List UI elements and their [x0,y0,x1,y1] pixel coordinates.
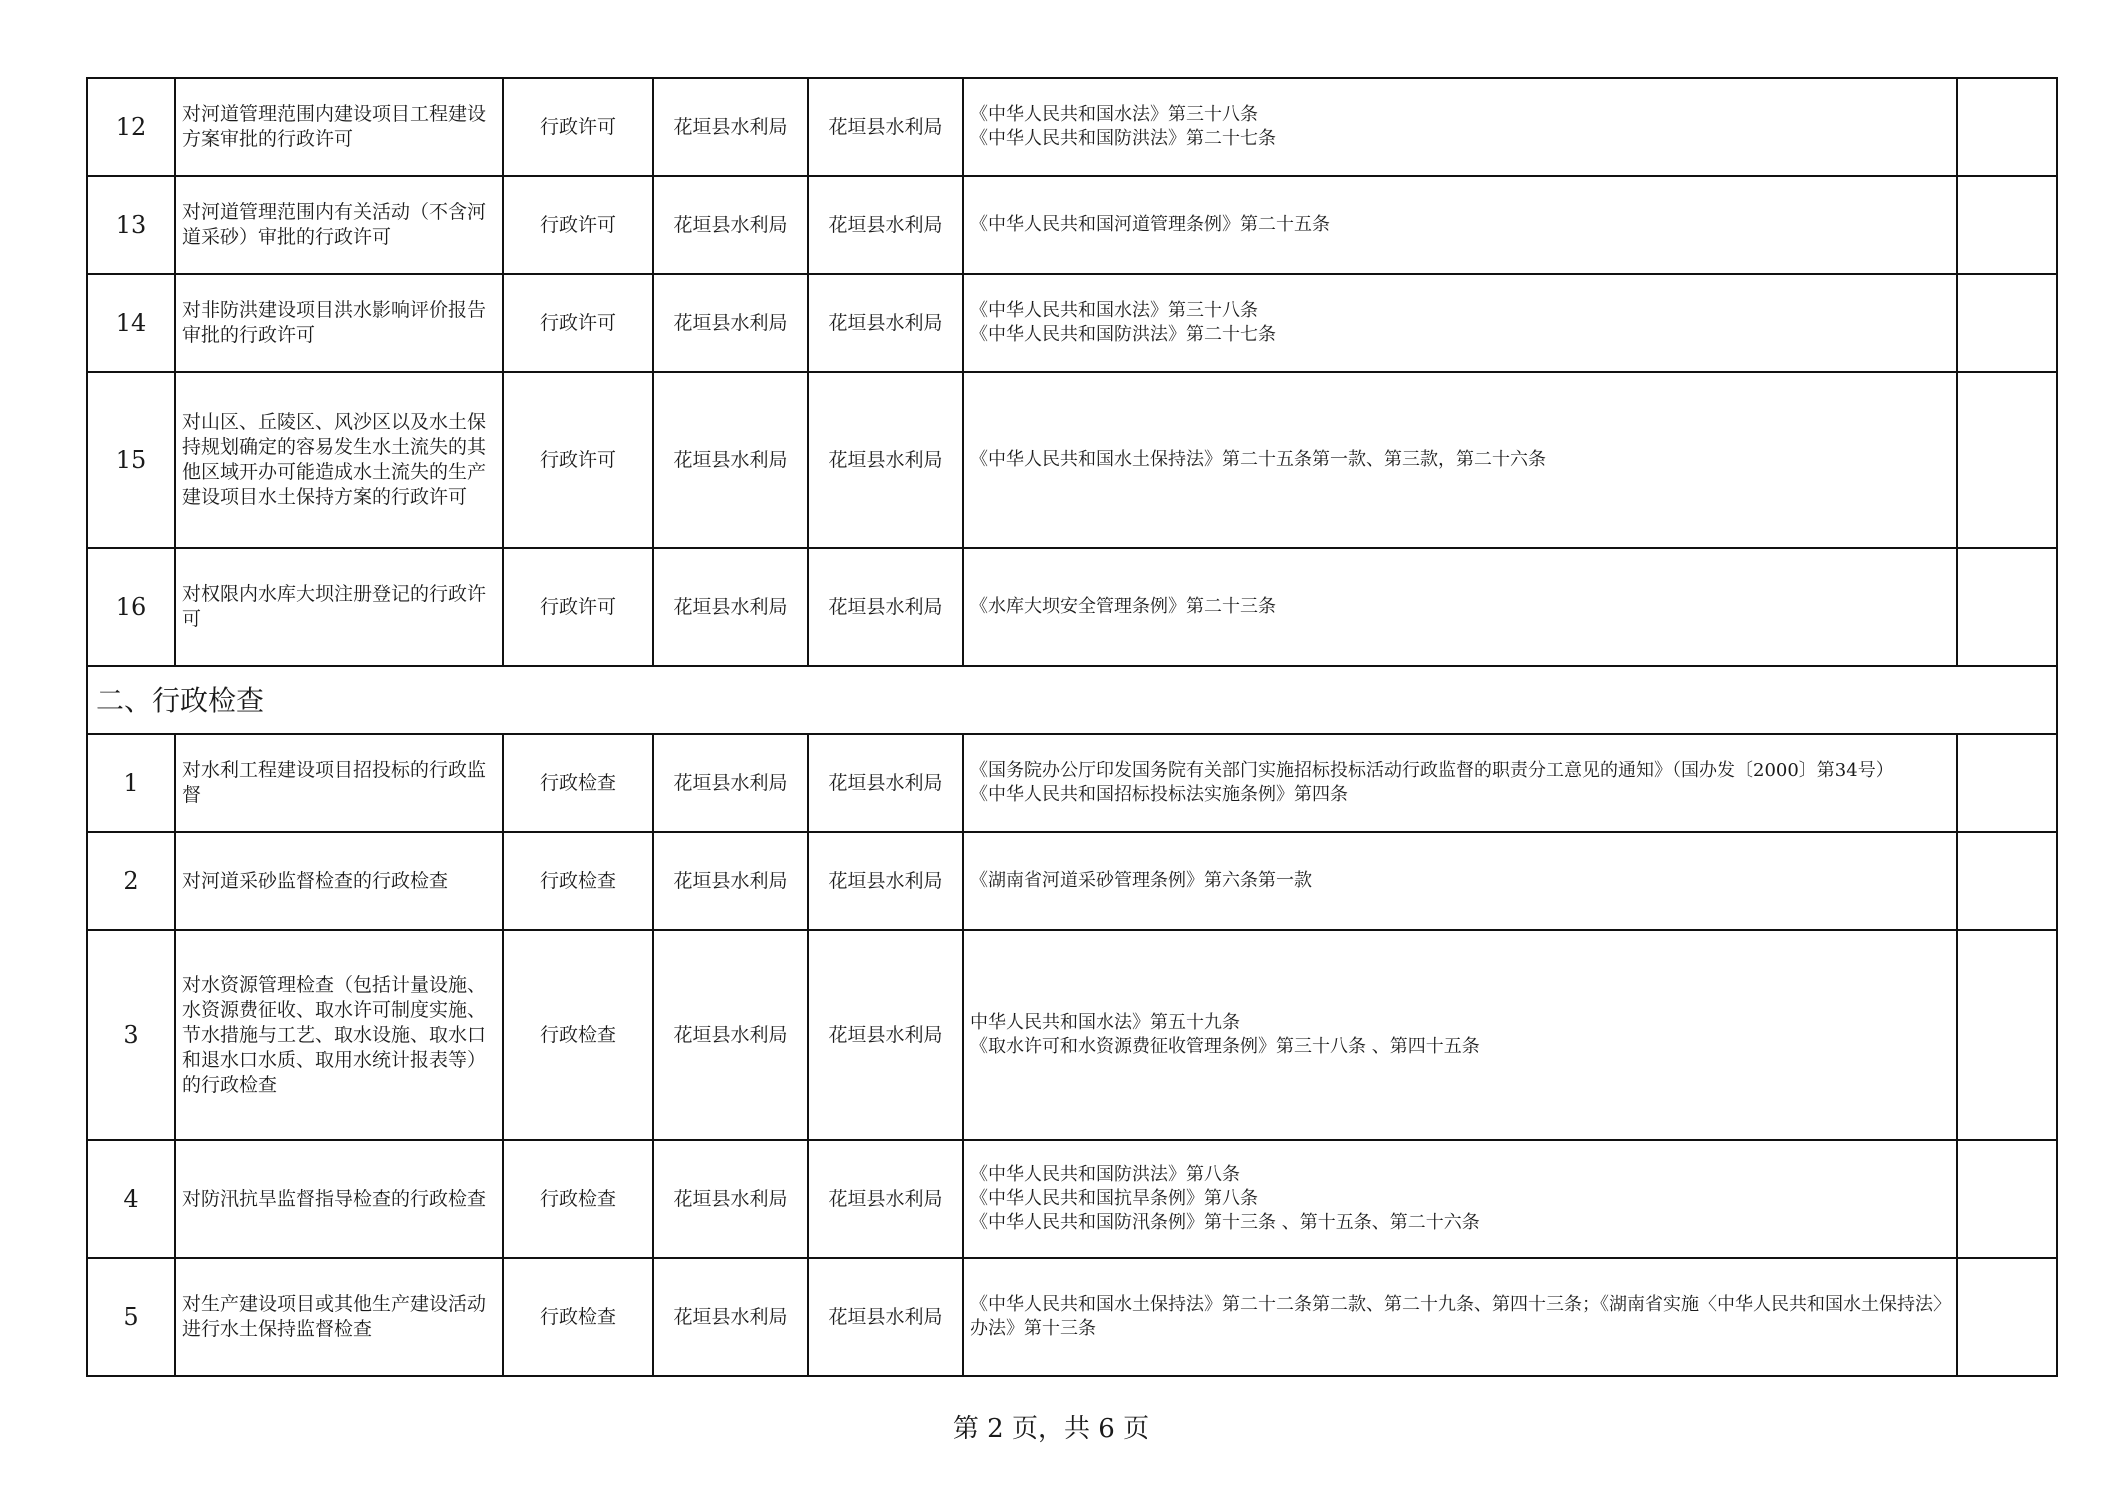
remarks-cell [1957,1258,2057,1376]
executing-organ: 花垣县水利局 [808,274,963,372]
item-name: 对河道管理范围内有关活动（不含河道采砂）审批的行政许可 [175,176,503,274]
table-row [87,78,2057,176]
remarks-cell [1957,832,2057,930]
legal-basis-line: 《国务院办公厅印发国务院有关部门实施招标投标活动行政监督的职责分工意见的通知》（国办发〔2000〕第34号） [970,760,1894,781]
item-name: 对河道管理范围内建设项目工程建设方案审批的行政许可 [175,78,503,176]
table-row [87,734,2057,832]
legal-basis-line: 《中华人民共和国防洪法》第二十七条 [970,324,1276,345]
item-category: 行政许可 [503,548,653,666]
item-number: 16 [87,548,175,666]
implementing-organ: 花垣县水利局 [653,734,808,832]
table-body [87,78,2057,1376]
item-category: 行政检查 [503,930,653,1140]
item-name: 对非防洪建设项目洪水影响评价报告审批的行政许可 [175,274,503,372]
executing-organ: 花垣县水利局 [808,1140,963,1258]
executing-organ: 花垣县水利局 [808,176,963,274]
item-number: 2 [87,832,175,930]
legal-basis-line: 《湖南省河道采砂管理条例》第六条第一款 [970,870,1312,891]
legal-basis [963,832,1957,930]
legal-basis [963,1258,1957,1376]
legal-basis-line: 《中华人民共和国水土保持法》第二十五条第一款、第三款，第二十六条 [970,449,1546,470]
table-row [87,1140,2057,1258]
legal-basis-line: 《水库大坝安全管理条例》第二十三条 [970,596,1276,617]
item-category: 行政检查 [503,1140,653,1258]
table-row [87,832,2057,930]
remarks-cell [1957,734,2057,832]
implementing-organ: 花垣县水利局 [653,832,808,930]
legal-basis-line: 《中华人民共和国抗旱条例》第八条 [970,1188,1258,1209]
item-number: 4 [87,1140,175,1258]
item-category: 行政许可 [503,176,653,274]
item-category: 行政许可 [503,78,653,176]
item-number: 13 [87,176,175,274]
legal-basis [963,372,1957,548]
remarks-cell [1957,1140,2057,1258]
legal-basis-line: 《中华人民共和国防汛条例》第十三条 、第十五条、第二十六条 [970,1212,1480,1233]
item-name: 对水利工程建设项目招投标的行政监督 [175,734,503,832]
item-number: 5 [87,1258,175,1376]
executing-organ: 花垣县水利局 [808,78,963,176]
legal-basis-line: 《中华人民共和国招标投标法实施条例》第四条 [970,784,1348,805]
item-name: 对生产建设项目或其他生产建设活动进行水土保持监督检查 [175,1258,503,1376]
item-name: 对河道采砂监督检查的行政检查 [175,832,503,930]
legal-basis-line: 《中华人民共和国水土保持法》第二十二条第二款、第二十九条、第四十三条；《湖南省实施〈中华人民共和国水土保持法〉办法》第十三条 [970,1294,1942,1339]
power-list-table [86,77,2058,1377]
item-name: 对权限内水库大坝注册登记的行政许可 [175,548,503,666]
executing-organ: 花垣县水利局 [808,832,963,930]
item-name: 对水资源管理检查（包括计量设施、水资源费征收、取水许可制度实施、节水措施与工艺、取水设施、取水口和退水口水质、取用水统计报表等）的行政检查 [175,930,503,1140]
implementing-organ: 花垣县水利局 [653,176,808,274]
remarks-cell [1957,78,2057,176]
implementing-organ: 花垣县水利局 [653,372,808,548]
table-row [87,548,2057,666]
implementing-organ: 花垣县水利局 [653,1140,808,1258]
table-row [87,176,2057,274]
table-row [87,1258,2057,1376]
implementing-organ: 花垣县水利局 [653,930,808,1140]
legal-basis-line: 《中华人民共和国防洪法》第八条 [970,1164,1240,1185]
legal-basis-line: 《中华人民共和国水法》第三十八条 [970,300,1258,321]
legal-basis-line: 《取水许可和水资源费征收管理条例》第三十八条 、第四十五条 [970,1036,1480,1057]
legal-basis [963,176,1957,274]
remarks-cell [1957,548,2057,666]
executing-organ: 花垣县水利局 [808,930,963,1140]
item-number: 3 [87,930,175,1140]
item-category: 行政许可 [503,274,653,372]
table-row [87,930,2057,1140]
legal-basis [963,734,1957,832]
item-category: 行政检查 [503,832,653,930]
legal-basis [963,274,1957,372]
item-name: 对山区、丘陵区、风沙区以及水土保持规划确定的容易发生水土流失的其他区域开办可能造成水土流失的生产建设项目水土保持方案的行政许可 [175,372,503,548]
item-name: 对防汛抗旱监督指导检查的行政检查 [175,1140,503,1258]
remarks-cell [1957,930,2057,1140]
item-number: 14 [87,274,175,372]
implementing-organ: 花垣县水利局 [653,274,808,372]
permission-table-sheet [86,77,2056,1377]
item-category: 行政许可 [503,372,653,548]
legal-basis [963,930,1957,1140]
remarks-cell [1957,372,2057,548]
remarks-cell [1957,274,2057,372]
item-category: 行政检查 [503,734,653,832]
page-footer: 第 2 页，共 6 页 [952,1414,1150,1444]
item-category: 行政检查 [503,1258,653,1376]
implementing-organ: 花垣县水利局 [653,1258,808,1376]
item-number: 15 [87,372,175,548]
table-row [87,372,2057,548]
remarks-cell [1957,176,2057,274]
legal-basis [963,78,1957,176]
legal-basis-line: 《中华人民共和国河道管理条例》第二十五条 [970,214,1330,235]
implementing-organ: 花垣县水利局 [653,548,808,666]
legal-basis-line: 中华人民共和国水法》第五十九条 [970,1012,1240,1033]
executing-organ: 花垣县水利局 [808,372,963,548]
executing-organ: 花垣县水利局 [808,548,963,666]
table-row [87,274,2057,372]
legal-basis-line: 《中华人民共和国水法》第三十八条 [970,104,1258,125]
section-header-row [87,666,2057,734]
legal-basis [963,548,1957,666]
item-number: 12 [87,78,175,176]
implementing-organ: 花垣县水利局 [653,78,808,176]
section-title: 二、行政检查 [87,666,2057,734]
executing-organ: 花垣县水利局 [808,1258,963,1376]
legal-basis [963,1140,1957,1258]
executing-organ: 花垣县水利局 [808,734,963,832]
item-number: 1 [87,734,175,832]
legal-basis-line: 《中华人民共和国防洪法》第二十七条 [970,128,1276,149]
